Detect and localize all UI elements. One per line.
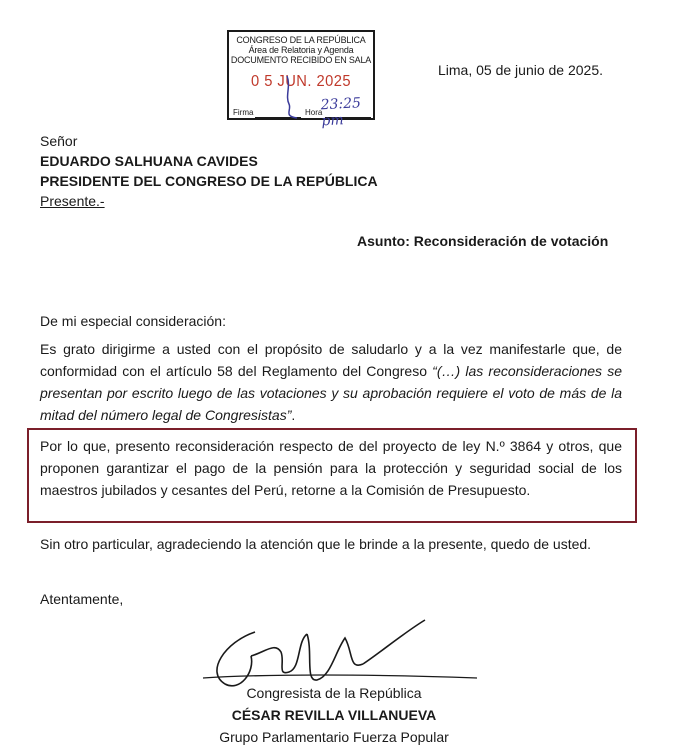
greeting: De mi especial consideración:	[40, 313, 226, 329]
stamp-time-handwritten: 23:25 pm	[320, 95, 362, 130]
subject-label: Asunto:	[357, 233, 410, 249]
stamp-area: Área de Relatoria y Agenda	[248, 45, 354, 55]
paragraph1-end: .	[291, 407, 296, 423]
signer-group: Grupo Parlamentario Fuerza Popular	[219, 729, 449, 745]
stamp-firma-label: Firma	[233, 108, 254, 117]
paragraph1-plain: Es grato dirigirme a usted con el propósito de saludarlo y a la vez manifestarle que, de conformidad con el artículo 58 del Reglamento del Congreso	[40, 341, 622, 379]
stamp-received: DOCUMENTO RECIBIDO EN SALA	[230, 55, 372, 65]
paragraph-reconsideration: Por lo que, presento reconsideración respecto de del proyecto de ley N.º 3864 y otros, que proponen garantizar el pago de la pensión para la protección y seguridad social de los maestros jubilados y cesantes del Perú, retorne a la Comisión de Presupuesto.	[40, 438, 622, 498]
reception-stamp	[227, 30, 375, 130]
subject	[357, 232, 608, 251]
signer-role: Congresista de la República	[246, 685, 422, 701]
presente: Presente.-	[40, 193, 105, 209]
signer-name: CÉSAR REVILLA VILLANUEVA	[231, 707, 437, 723]
closing: Atentamente,	[40, 591, 124, 607]
subject-text: Reconsideración de votación	[413, 233, 609, 249]
stamp-institution: CONGRESO DE LA REPÚBLICA	[236, 35, 366, 45]
salutation: Señor	[40, 133, 78, 149]
paragraph-legal-basis	[40, 338, 622, 426]
place-date: Lima, 05 de junio de 2025.	[438, 62, 604, 78]
paragraph1-quote: “(…) las reconsideraciones se presentan por escrito luego de las votaciones y su aprobación requiere el voto de más de la mitad del número legal de Congresistas”	[40, 363, 622, 423]
addressee-position: PRESIDENTE DEL CONGRESO DE LA REPÚBLICA	[40, 173, 378, 189]
paragraph-closing: Sin otro particular, agradeciendo la atención que le brinde a la presente, quedo de usted.	[40, 536, 592, 552]
stamp-date: 0 5 JUN. 2025	[251, 73, 352, 90]
stamp-hora-label: Hora	[305, 108, 323, 117]
stamp-initial-mark	[269, 72, 309, 122]
addressee-name: EDUARDO SALHUANA CAVIDES	[40, 153, 258, 169]
